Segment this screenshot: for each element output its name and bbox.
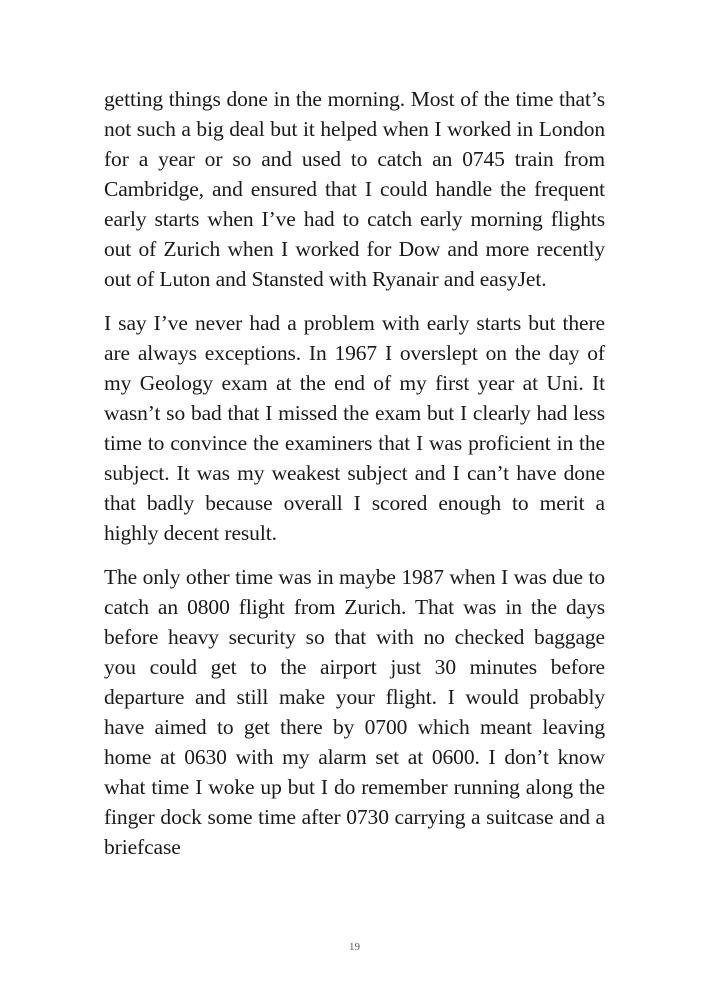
paragraph-1: getting things done in the morning. Most of the time that’s not such a big deal but it helped when I worked in London for a year or so and used to catch an 0745 train from Cambridge, and ensured that I could handle the frequent early starts when I’ve had to catch early morning flights out of Zurich when I worked for Dow and more recently out of Luton and Stansted with Ryanair and easyJet. — [104, 87, 605, 291]
page-number: 19 — [349, 941, 360, 953]
paragraph-3: The only other time was in maybe 1987 when I was due to catch an 0800 flight from Zurich. That was in the days before heavy security so that with no checked baggage you could get to the airport just 30 minutes before departure and still make your flight. I would probably have aimed to get there by 0700 which meant leaving home at 0630 with my alarm set at 0600. I don’t know what time I woke up but I do remember running along the finger dock some time after 0730 carrying a suitcase and a briefcase — [104, 565, 605, 859]
body-text — [104, 84, 605, 862]
paragraph-2: I say I’ve never had a problem with early starts but there are always exceptions. In 1967 I overslept on the day of my Geology exam at the end of my first year at Uni. It wasn’t so bad that I missed the exam but I clearly had less time to convince the examiners that I was proficient in the subject. It was my weakest subject and I can’t have done that badly because overall I scored enough to merit a highly decent result. — [104, 311, 605, 545]
